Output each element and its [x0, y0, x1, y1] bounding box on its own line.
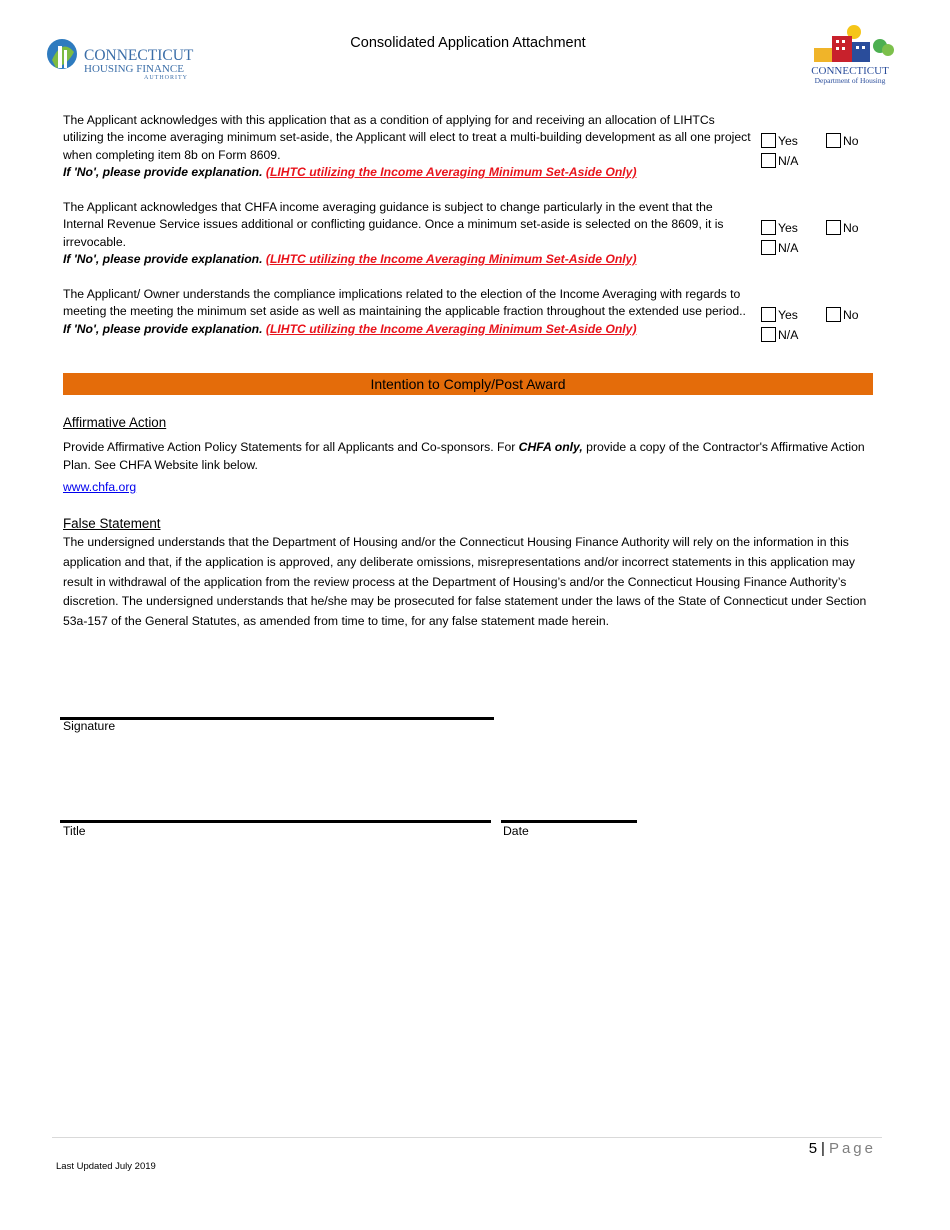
checkbox-box[interactable] [826, 133, 841, 148]
q1-na-checkbox[interactable] [761, 153, 798, 168]
checkbox-box[interactable] [826, 220, 841, 235]
chfa-logo-line1: CONNECTICUT [84, 47, 194, 64]
question-1-note: (LIHTC utilizing the Income Averaging Minimum Set-Aside Only) [265, 164, 637, 179]
question-1-explanation: If 'No', please provide explanation. [63, 164, 263, 179]
question-3 [63, 286, 763, 338]
checkbox-box[interactable] [761, 153, 776, 168]
footer-divider [52, 1137, 882, 1138]
q1-no-checkbox[interactable] [826, 133, 859, 148]
question-2-explanation: If 'No', please provide explanation. [63, 251, 263, 266]
checkbox-box[interactable] [761, 133, 776, 148]
question-3-text: The Applicant/ Owner understands the compliance implications related to the election of the Income Averaging with regards to meeting the meeting the minimum set aside as well as maintaining the applicable fraction throughout the extended use period.. [63, 287, 746, 319]
question-3-note: (LIHTC utilizing the Income Averaging Minimum Set-Aside Only) [265, 321, 637, 336]
q3-yes-checkbox[interactable] [761, 307, 798, 322]
checkbox-box[interactable] [761, 220, 776, 235]
checkbox-label: No [843, 133, 859, 148]
q3-no-checkbox[interactable] [826, 307, 859, 322]
question-2 [63, 199, 753, 268]
checkbox-label: N/A [778, 240, 799, 255]
affirmative-action-text [63, 439, 875, 474]
signature-line[interactable] [60, 717, 494, 720]
checkbox-label: N/A [778, 327, 799, 342]
doh-logo-line1: CONNECTICUT [811, 65, 889, 77]
q2-yes-checkbox[interactable] [761, 220, 798, 235]
false-statement-text: The undersigned understands that the Department of Housing and/or the Connecticut Housing Finance Authority will rely on the information in this application and that, if the application is approved, any deliberate omissions, misrepresentations and/or incorrect statements in this application may result in withdrawal of the application from the review process at the Department of Housing’s and/or the Connecticut Housing Finance Authority’s discretion. The undersigned understands that he/she may be prosecuted for false statement under the laws of the State of Connecticut under Section 53a-157 of the General Statutes, as amended from time to time, for any false statement made herein. [63, 535, 867, 629]
date-line[interactable] [501, 820, 637, 823]
question-2-text: The Applicant acknowledges that CHFA income averaging guidance is subject to change particularly in the event that the Internal Revenue Service issues additional or conflicting guidance. Once a minimum set-aside is selected on the 8609, it is irrevocable. [63, 200, 724, 249]
affirmative-action-heading: Affirmative Action [63, 415, 167, 430]
q1-yes-checkbox[interactable] [761, 133, 798, 148]
false-statement-heading: False Statement [63, 516, 161, 531]
q3-na-checkbox[interactable] [761, 327, 798, 342]
checkbox-box[interactable] [761, 307, 776, 322]
question-3-explanation: If 'No', please provide explanation. [63, 321, 263, 336]
last-updated: Last Updated July 2019 [56, 1161, 156, 1172]
affirmative-text-post: provide a copy of the Contractor's Affirmative Action Plan. See CHFA Website link below. [63, 440, 865, 472]
chfa-logo-line2: HOUSING FINANCE [84, 63, 184, 75]
checkbox-label: No [843, 220, 859, 235]
checkbox-label: Yes [778, 220, 798, 235]
q2-no-checkbox[interactable] [826, 220, 859, 235]
signature-label: Signature [63, 719, 116, 733]
question-1-text: The Applicant acknowledges with this application that as a condition of applying for and receiving an allocation of LIHTCs utilizing the income averaging minimum set-aside, the Applicant will elect to treat a multi-building development as all one project when completing item 8b on Form 8609. [63, 113, 751, 162]
title-label: Title [63, 824, 86, 838]
date-label: Date [503, 824, 529, 838]
section-banner: Intention to Comply/Post Award [63, 373, 873, 395]
page-number-value: 5 [808, 1140, 818, 1157]
checkbox-label: Yes [778, 307, 798, 322]
checkbox-label: No [843, 307, 859, 322]
document-title: Consolidated Application Attachment [350, 35, 586, 51]
doh-logo-line2: Department of Housing [814, 76, 886, 85]
page-word: Page [828, 1140, 876, 1157]
affirmative-text-pre: Provide Affirmative Action Policy Statements for all Applicants and Co-sponsors. For [63, 440, 519, 454]
q2-na-checkbox[interactable] [761, 240, 798, 255]
page-separator: | [821, 1140, 825, 1157]
question-1 [63, 112, 753, 181]
checkbox-label: N/A [778, 153, 799, 168]
affirmative-text-bold: CHFA only, [518, 440, 583, 454]
doh-logo [802, 22, 898, 86]
checkbox-label: Yes [778, 133, 798, 148]
checkbox-box[interactable] [826, 307, 841, 322]
checkbox-box[interactable] [761, 240, 776, 255]
title-line[interactable] [60, 820, 491, 823]
checkbox-box[interactable] [761, 327, 776, 342]
chfa-logo-line3: AUTHORITY [144, 75, 188, 81]
chfa-website-link[interactable]: www.chfa.org [63, 480, 137, 494]
page-number [809, 1140, 876, 1157]
question-2-note: (LIHTC utilizing the Income Averaging Minimum Set-Aside Only) [265, 251, 637, 266]
